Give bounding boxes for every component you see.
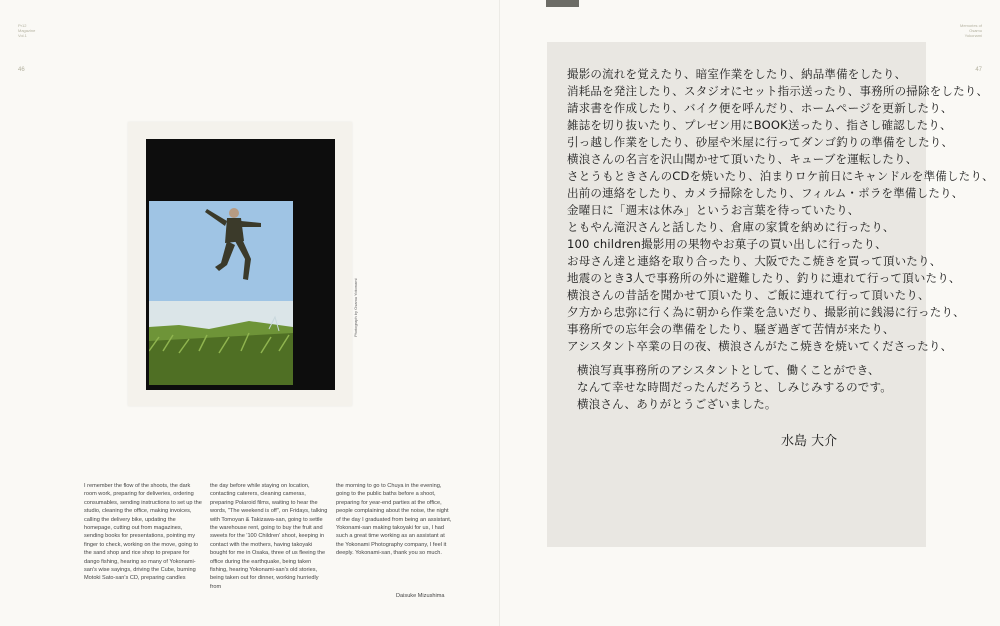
letter-signature: 水島 大介 — [781, 434, 838, 449]
running-header-line: Magazine — [18, 28, 36, 33]
running-header-line: Vol.1 — [18, 33, 27, 38]
letter-line: 撮影の流れを覚えたり、暗室作業をしたり、納品準備をしたり、 — [567, 67, 907, 81]
letter-line: ともやん滝沢さんと話したり、倉庫の家賃を納めに行ったり、 — [567, 220, 895, 234]
letter-line: アシスタント卒業の日の夜、横浪さんがたこ焼きを焼いてくださったり、 — [567, 339, 953, 353]
letter-line: 地震のとき3人で事務所の外に避難したり、釣りに連れて行って頂いたり、 — [567, 271, 961, 285]
page-number-right: 47 — [975, 67, 982, 73]
running-header-right — [960, 23, 982, 38]
letter-line: 横浪さん、ありがとうございました。 — [577, 397, 777, 411]
running-header-left — [18, 23, 35, 38]
polaroid-photo — [128, 122, 352, 406]
running-header-line: Yokonami — [964, 33, 982, 38]
letter-line: 引っ越し作業をしたり、砂屋や米屋に行ってダンゴ釣りの準備をしたり、 — [567, 135, 954, 149]
author-name: Daisuke Mizushima — [396, 593, 445, 599]
page-number-left: 46 — [18, 67, 25, 73]
letter-line: お母さん達と連絡を取り合ったり、大阪でたこ焼きを買って頂いたり、 — [567, 254, 942, 268]
letter-line: 雑誌を切り抜いたり、プレゼン用にBOOK送ったり、指さし確認したり、 — [567, 118, 952, 132]
body-text-column-2: the day before while staying on location, contacting caterers, cleaning cameras, preparing Polaroid films, waiting to hear the words, "The weekend is off", on Fridays, talking with Tomoyan & Takizawa-san, going to settle the warehouse rent, going to buy the fruit and sweets for the '100 Children' shoot, keeping in contact with the mothers, having takoyaki bought for me in Osaka, three of us fleeing the office during the earthquake, being taken fishing, hearing Yokonami-san's old stories, being taken out for dinner, working hurriedly from — [210, 483, 328, 590]
letter-line: 事務所での忘年会の準備をしたり、騒ぎ過ぎて苦情が来たり、 — [567, 322, 895, 336]
letter-line: 横浪さんの昔話を聞かせて頂いたり、ご飯に連れて行って頂いたり、 — [567, 288, 930, 302]
letter-line: 100 children撮影用の果物やお菓子の買い出しに行ったり、 — [567, 237, 887, 251]
letter-line: 金曜日に「週末は休み」というお言葉を待っていたり、 — [567, 203, 860, 217]
spread-gutter — [499, 0, 500, 626]
letter-line: 横浪さんの名言を沢山聞かせて頂いたり、キューブを運転したり、 — [567, 152, 918, 166]
body-text-column-1: I remember the flow of the shoots, the dark room work, preparing for deliveries, ordering consumables, sending instructions to set up the studio, cleaning the office, making invoices, calling the delivery bike, updating the homepage, cutting out from magazines, sending books for presentations, pointing my finger to check, working on the move, going to the sand shop and rice shop to prepare for dango fishing, hearing so many of Yokonami-san's wise sayings, driving the Cube, burning Motoki Sato-san's CD, preparing candles — [84, 483, 202, 582]
letter-line: 横浪写真事務所のアシスタントとして、働くことができ、 — [577, 363, 880, 377]
letter-line: 請求書を作成したり、バイク便を呼んだり、ホームページを更新したり、 — [567, 101, 953, 115]
running-header-line: Pr12 — [18, 23, 27, 28]
body-text-column-3: the morning to go to Chuya in the evening, going to the public baths before a shoot, preparing for year-end parties at the office, people complaining about the noise, the night of the day I graduated from being an assistant, Yokonami-san making takoyaki for us, I had such a great time working as an assistant at the Yokonami Photography company, I feel it deeply. Yokonami-san, thank you so much. — [336, 483, 452, 557]
letter-line: 消耗品を発注したり、スタジオにセット指示送ったり、事務所の掃除をしたり、 — [567, 84, 989, 98]
jumping-man-photo — [149, 201, 293, 385]
jumping-man-illustration — [149, 201, 293, 385]
running-header-line: Osamu — [969, 28, 982, 33]
photo-credit: Photograph by Osamu Yokonami — [353, 278, 358, 337]
letter-line: 出前の連絡をしたり、カメラ掃除をしたり、フィルム・ポラを準備したり、 — [567, 186, 964, 200]
running-header-line: Memories of — [959, 23, 982, 28]
polaroid-negative-frame — [146, 139, 335, 390]
letter-line: さとうもときさんのCDを焼いたり、泊まりロケ前日にキャンドルを準備したり、 — [567, 169, 994, 183]
section-tab-marker — [546, 0, 579, 7]
letter-line: 夕方から忠弥に行く為に朝から作業を急いだり、撮影前に銭湯に行ったり、 — [567, 305, 965, 319]
letter-line: なんて幸せな時間だったんだろうと、しみじみするのです。 — [577, 380, 892, 394]
